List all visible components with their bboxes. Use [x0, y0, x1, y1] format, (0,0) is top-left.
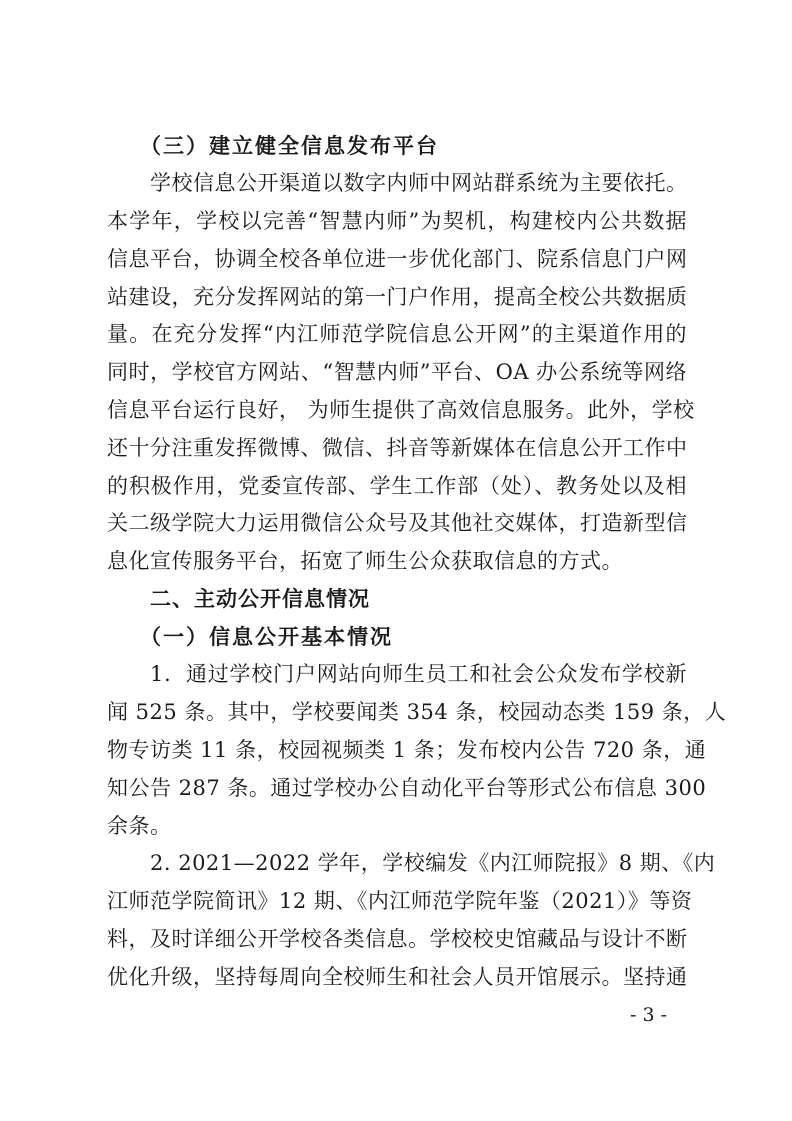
paragraph-line: 物专访类 11 条，校园视频类 1 条；发布校内公告 720 条，通	[107, 738, 707, 762]
paragraph-line: 还十分注重发挥微博、微信、抖音等新媒体在信息公开工作中	[107, 436, 688, 460]
paragraph-line: 2. 2021—2022 学年，学校编发《内江师院报》8 期、《内	[150, 851, 716, 875]
paragraph-line: 1．通过学校门户网站向师生员工和社会公众发布学校新	[150, 662, 687, 686]
paragraph-line: 站建设，充分发挥网站的第一门户作用，提高全校公共数据质	[107, 285, 688, 309]
page-number: - 3 -	[630, 1004, 668, 1026]
paragraph-line: 本学年，学校以完善“智慧内师”为契机，构建校内公共数据	[107, 209, 687, 233]
paragraph-line: 同时，学校官方网站、“智慧内师”平台、OA 办公系统等网络	[107, 360, 687, 384]
paragraph-line: 的积极作用，党委宣传部、学生工作部（处）、教务处以及相	[107, 474, 687, 498]
paragraph-line: 信息平台，协调全校各单位进一步优化部门、院系信息门户网	[107, 247, 688, 271]
paragraph-line: 息化宣传服务平台，拓宽了师生公众获取信息的方式。	[107, 549, 623, 573]
paragraph-line: 料，及时详细公开学校各类信息。学校校史馆藏品与设计不断	[107, 927, 688, 951]
section-heading-3: （三）建立健全信息发布平台	[140, 133, 439, 158]
paragraph-line: 量。在充分发挥“内江师范学院信息公开网”的主渠道作用的	[107, 322, 687, 346]
paragraph-line: 知公告 287 条。通过学校办公自动化平台等形式公布信息 300	[107, 776, 707, 800]
section-heading-2: 二、主动公开信息情况	[150, 587, 370, 611]
paragraph-line: 关二级学院大力运用微信公众号及其他社交媒体，打造新型信	[107, 511, 688, 535]
paragraph-line: 余条。	[107, 814, 172, 838]
paragraph-line: 学校信息公开渠道以数字内师中网站群系统为主要依托。	[150, 171, 688, 195]
paragraph-line: 优化升级，坚持每周向全校师生和社会人员开馆展示。坚持通	[107, 965, 688, 989]
paragraph-line: 信息平台运行良好， 为师生提供了高效信息服务。此外，学校	[107, 398, 695, 422]
paragraph-line: 江师范学院简讯》12 期、《内江师范学院年鉴（2021）》等资	[107, 889, 693, 913]
subsection-heading: （一）信息公开基本情况	[140, 624, 393, 649]
paragraph-line: 闻 525 条。其中，学校要闻类 354 条，校园动态类 159 条，人	[107, 700, 727, 724]
